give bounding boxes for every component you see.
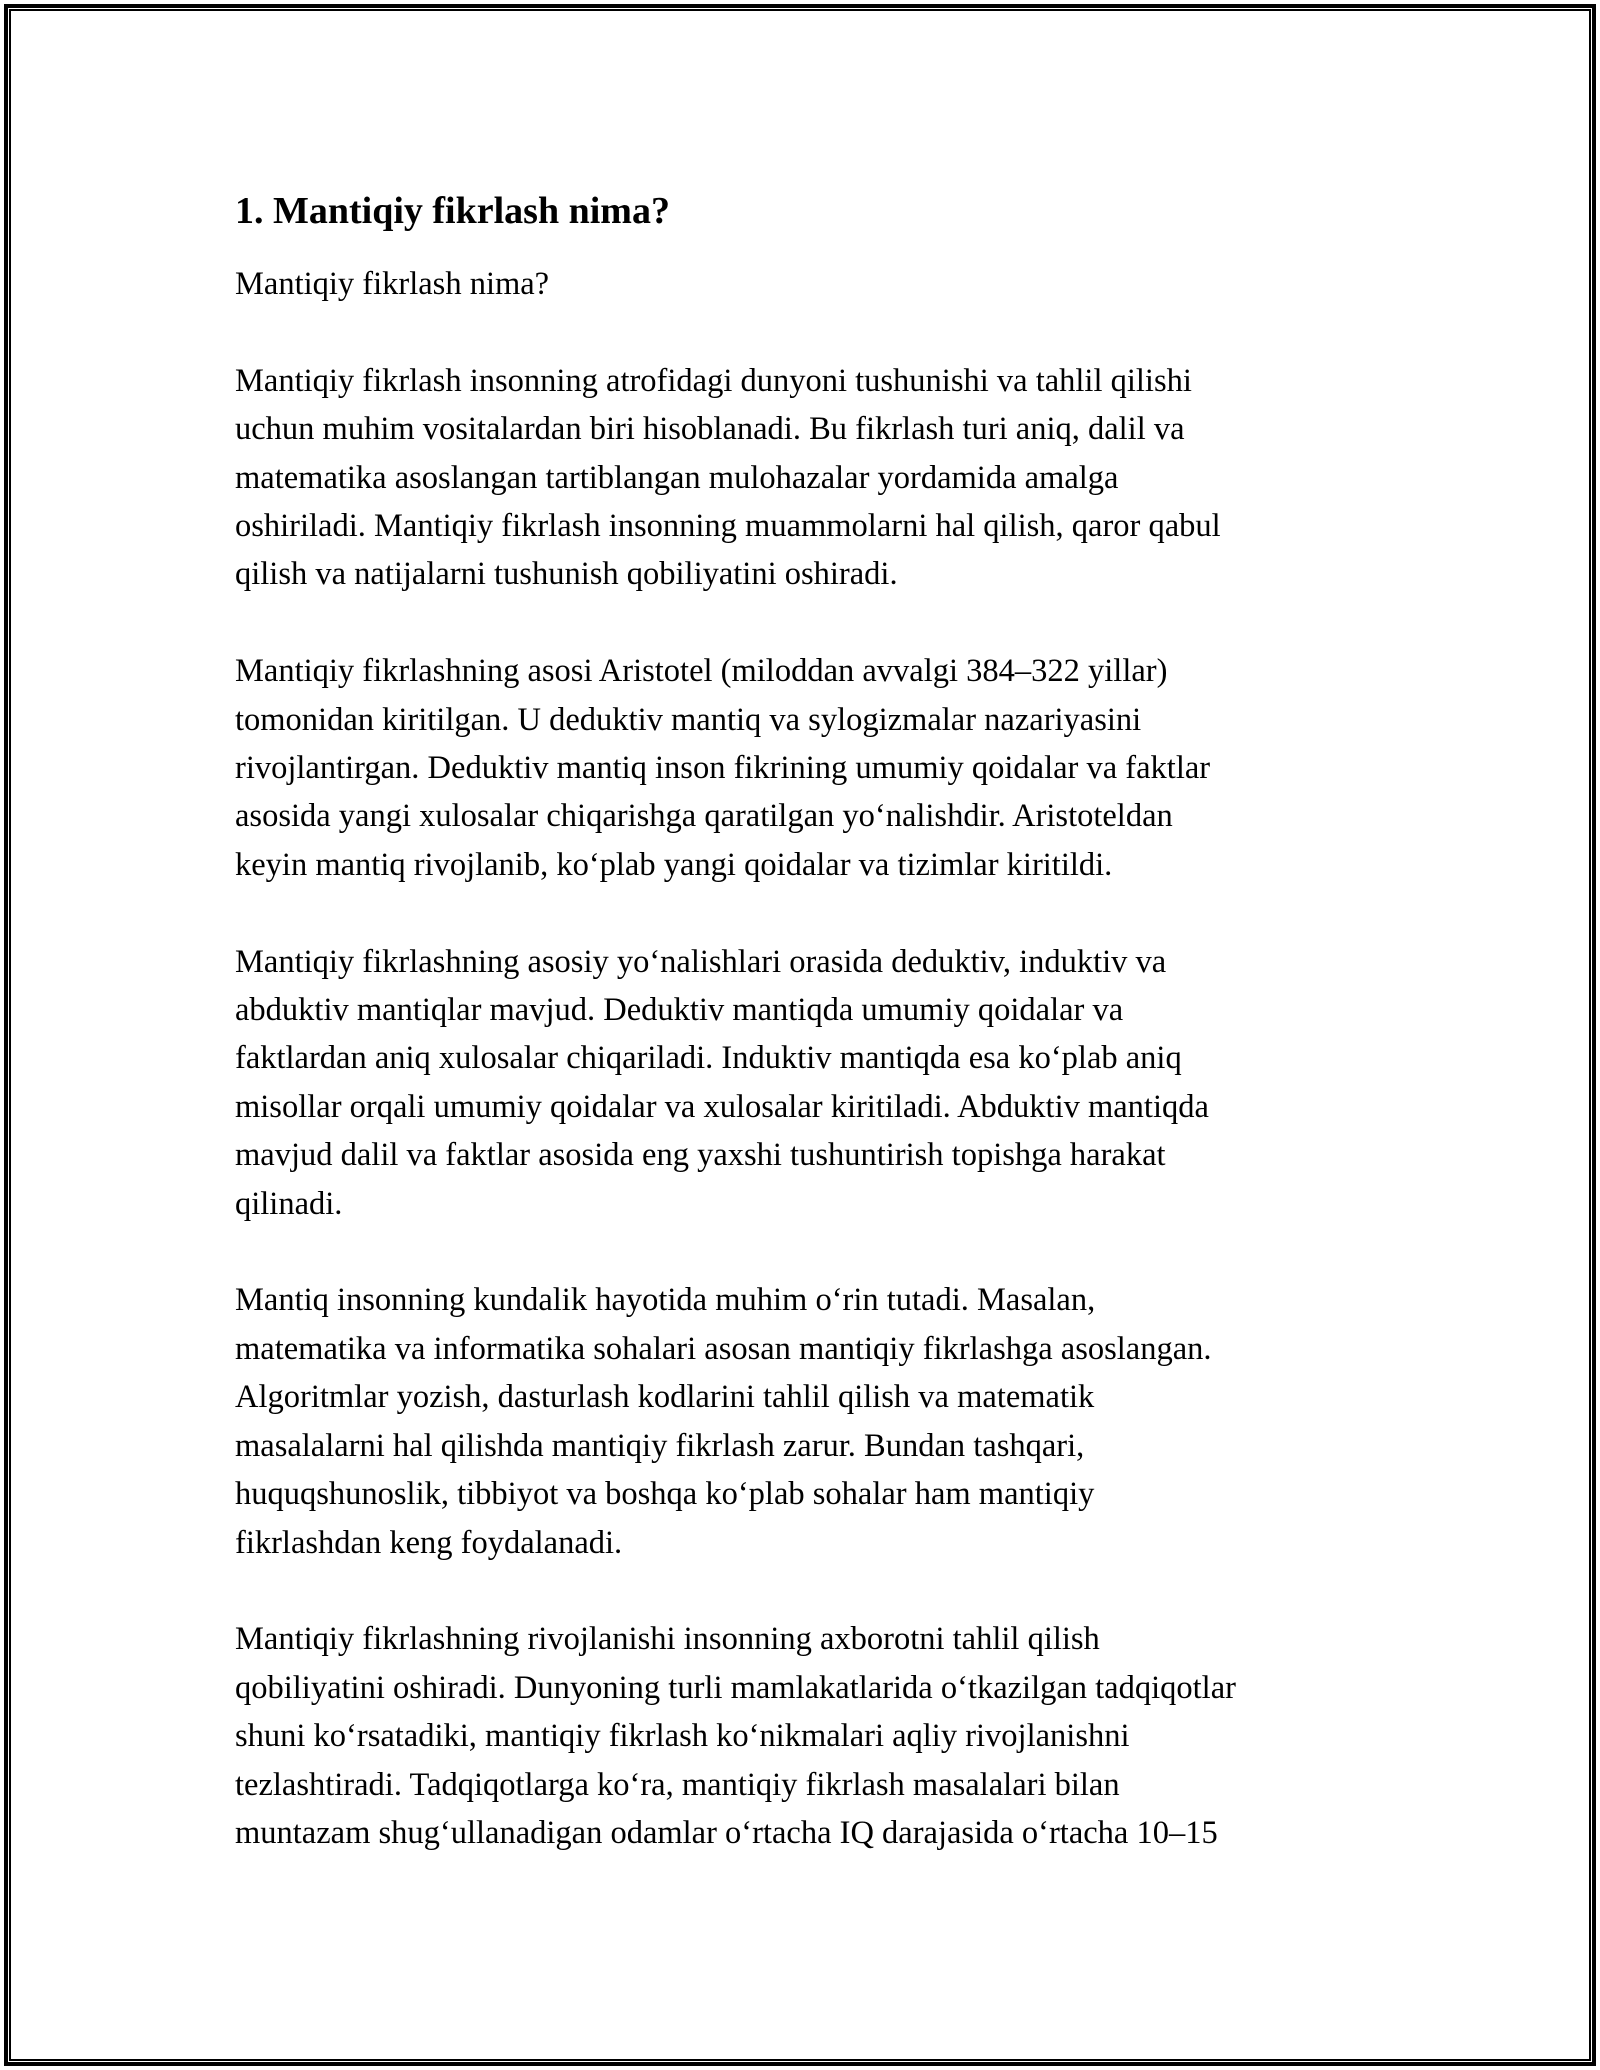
text-line: misollar orqali umumiy qoidalar va xulosalar kiritiladi. Abduktiv mantiqda — [235, 1088, 1209, 1125]
text-line: qilish va natijalarni tushunish qobiliyatini oshiradi. — [235, 556, 898, 593]
text-line: abduktiv mantiqlar mavjud. Deduktiv mantiqda umumiy qoidalar va — [235, 992, 1124, 1029]
text-line: uchun muhim vositalardan biri hisoblanadi. Bu fikrlash turi aniq, dalil va — [235, 411, 1185, 448]
text-line: matematika va informatika sohalari asosan mantiqiy fikrlashga asoslangan. — [235, 1330, 1212, 1367]
text-line: qobiliyatini oshiradi. Dunyoning turli mamlakatlarida oʻtkazilgan tadqiqotlar — [235, 1669, 1236, 1706]
paragraph — [235, 260, 1375, 308]
text-line: huquqshunoslik, tibbiyot va boshqa koʻplab sohalar ham mantiqiy — [235, 1476, 1095, 1513]
text-line: fikrlashdan keng foydalanadi. — [235, 1524, 623, 1561]
paragraph — [235, 938, 1375, 1228]
text-line: mavjud dalil va faktlar asosida eng yaxshi tushuntirish topishga harakat — [235, 1137, 1166, 1174]
document-body — [235, 186, 1375, 1906]
text-line: Mantiqiy fikrlashning rivojlanishi insonning axborotni tahlil qilish — [235, 1621, 1100, 1658]
text-line: tomonidan kiritilgan. U deduktiv mantiq va sylogizmalar nazariyasini — [235, 701, 1142, 738]
text-line: Mantiq insonning kundalik hayotida muhim oʻrin tutadi. Masalan, — [235, 1282, 1096, 1319]
text-line: muntazam shugʻullanadigan odamlar oʻrtacha IQ darajasida oʻrtacha 10–15 — [235, 1814, 1218, 1851]
text-line: rivojlantirgan. Deduktiv mantiq inson fikrining umumiy qoidalar va faktlar — [235, 750, 1211, 787]
text-line: keyin mantiq rivojlanib, koʻplab yangi qoidalar va tizimlar kiritildi. — [235, 846, 1113, 883]
paragraph — [235, 1615, 1375, 1857]
paragraph — [235, 647, 1375, 889]
text-line: Mantiqiy fikrlashning asosiy yoʻnalishlari orasida deduktiv, induktiv va — [235, 943, 1167, 980]
text-line: Algoritmlar yozish, dasturlash kodlarini tahlil qilish va matematik — [235, 1379, 1095, 1416]
section-heading: 1. Mantiqiy fikrlash nima? — [235, 190, 670, 232]
text-line: Mantiqiy fikrlash insonning atrofidagi dunyoni tushunishi va tahlil qilishi — [235, 362, 1192, 399]
text-line: Mantiqiy fikrlashning asosi Aristotel (miloddan avvalgi 384–322 yillar) — [235, 653, 1168, 690]
paragraph-list — [235, 260, 1375, 1857]
text-line: shuni koʻrsatadiki, mantiqiy fikrlash koʻnikmalari aqliy rivojlanishni — [235, 1718, 1130, 1755]
text-line: asosida yangi xulosalar chiqarishga qaratilgan yoʻnalishdir. Aristoteldan — [235, 798, 1173, 835]
text-line: masalalarni hal qilishda mantiqiy fikrlash zarur. Bundan tashqari, — [235, 1427, 1085, 1464]
text-line: Mantiqiy fikrlash nima? — [235, 266, 550, 302]
text-line: tezlashtiradi. Tadqiqotlarga koʻra, mantiqiy fikrlash masalalari bilan — [235, 1766, 1120, 1803]
paragraph — [235, 1276, 1375, 1566]
text-line: oshiriladi. Mantiqiy fikrlash insonning muammolarni hal qilish, qaror qabul — [235, 508, 1221, 545]
paragraph — [235, 357, 1375, 599]
text-line: matematika asoslangan tartiblangan mulohazalar yordamida amalga — [235, 459, 1119, 496]
text-line: qilinadi. — [235, 1185, 343, 1222]
text-line: faktlardan aniq xulosalar chiqariladi. Induktiv mantiqda esa koʻplab aniq — [235, 1040, 1182, 1077]
